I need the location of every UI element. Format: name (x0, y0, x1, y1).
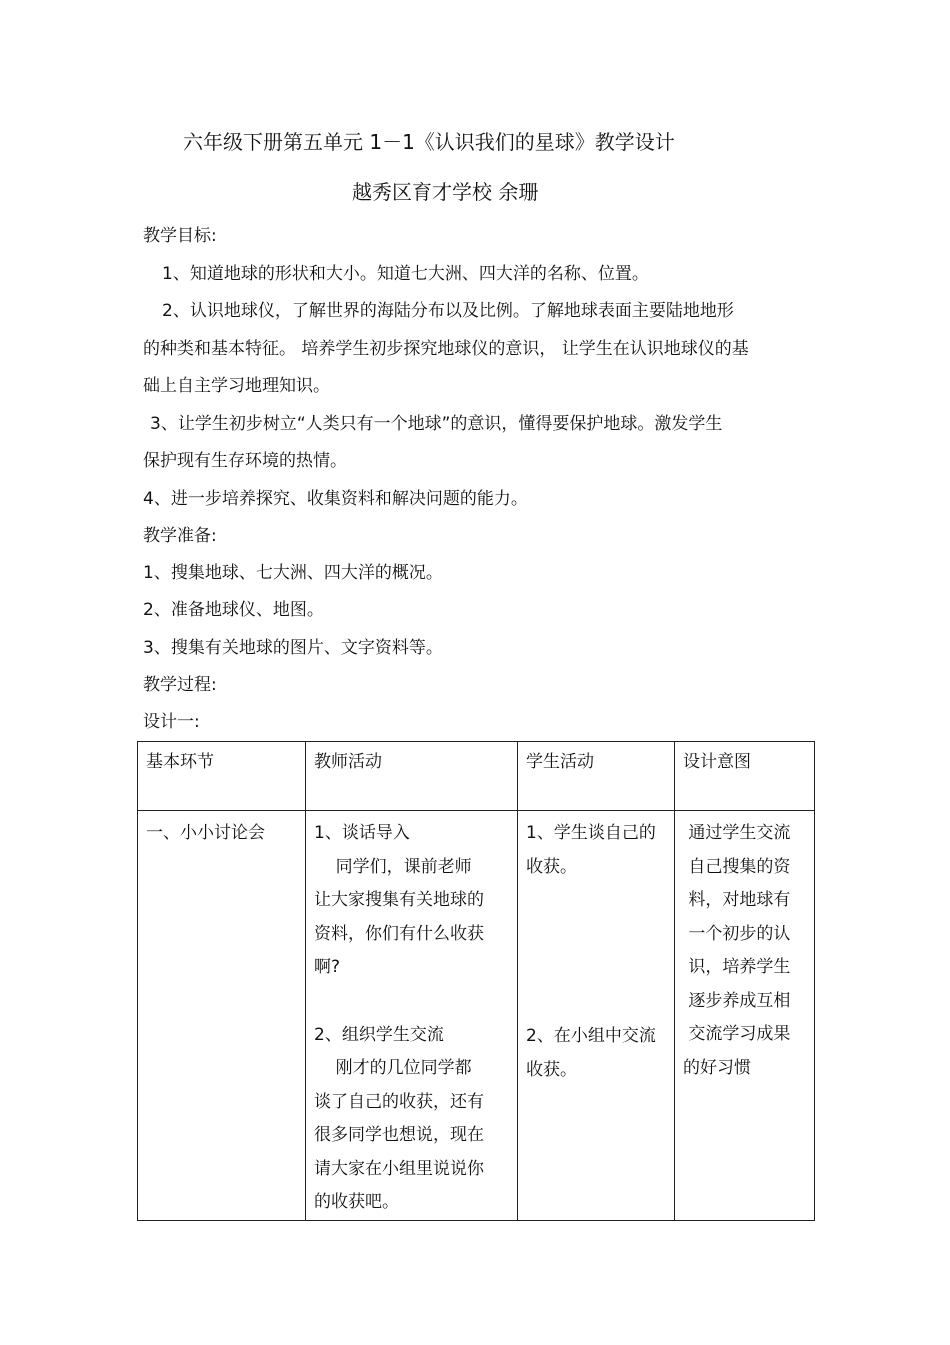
teacher-line: 很多同学也想说，现在 (314, 1125, 484, 1145)
teacher-line: 刚才的几位同学都 (314, 1058, 472, 1078)
teacher-line: 1、谈话导入 (314, 823, 410, 843)
cell-student-activity (518, 811, 675, 1221)
intent-line: 逐步养成互相 (683, 990, 791, 1011)
student-line: 收获。 (526, 1059, 577, 1080)
cell-teacher-activity (306, 811, 518, 1221)
teacher-line: 同学们，课前老师 (314, 856, 472, 877)
goal-2-line-3: 础上自主学习地理知识。 (143, 376, 330, 396)
table-header-row (138, 742, 815, 811)
process-heading: 教学过程: (143, 675, 217, 695)
table-row (138, 811, 815, 1221)
prep-2: 2、准备地球仪、地图。 (143, 600, 324, 620)
lesson-plan-table (137, 741, 815, 1221)
design-heading: 设计一: (143, 712, 200, 732)
prep-3: 3、搜集有关地球的图片、文字资料等。 (143, 638, 443, 658)
student-line: 1、学生谈自己的 (526, 823, 656, 843)
prep-1: 1、搜集地球、七大洲、四大洋的概况。 (143, 563, 443, 583)
goal-4: 4、进一步培养探究、收集资料和解决问题的能力。 (143, 489, 528, 509)
goal-2-line-2: 的种类和基本特征。 培养学生初步探究地球仪的意识， 让学生在认识地球仪的基 (143, 339, 749, 359)
intent-line: 料，对地球有 (683, 890, 791, 910)
teacher-line: 让大家搜集有关地球的 (314, 890, 484, 910)
goal-2-line-1: 2、认识地球仪，了解世界的海陆分布以及比例。了解地球表面主要陆地地形 (162, 301, 734, 321)
prep-heading: 教学准备: (143, 526, 217, 546)
header-stage: 基本环节 (138, 742, 306, 811)
goal-1: 1、知道地球的形状和大小。知道七大洲、四大洋的名称、位置。 (162, 264, 649, 284)
cell-design-intent (675, 811, 815, 1221)
intent-line: 的好习惯 (683, 1057, 751, 1078)
teacher-line: 资料，你们有什么收获 (314, 923, 484, 944)
teacher-line: 的收获吧。 (314, 1192, 399, 1212)
document-title: 六年级下册第五单元 1－1《认识我们的星球》教学设计 (183, 130, 675, 154)
goal-3-line-1: 3、让学生初步树立“人类只有一个地球”的意识，懂得要保护地球。激发学生 (150, 414, 723, 434)
teacher-line: 谈了自己的收获，还有 (314, 1091, 484, 1112)
teacher-line: 啊? (314, 957, 341, 977)
cell-stage (138, 811, 306, 1221)
student-line: 2、在小组中交流 (526, 1026, 656, 1046)
teacher-line: 请大家在小组里说说你 (314, 1158, 484, 1179)
intent-line: 交流学习成果 (683, 1024, 791, 1044)
header-teacher-activity: 教师活动 (306, 742, 518, 811)
student-line: 收获。 (526, 856, 577, 877)
header-design-intent: 设计意图 (675, 742, 815, 811)
goal-3-line-2: 保护现有生存环境的热情。 (143, 451, 347, 471)
goals-heading: 教学目标: (143, 226, 217, 246)
teacher-line: 2、组织学生交流 (314, 1024, 444, 1045)
document-author: 越秀区育才学校 余珊 (352, 180, 539, 204)
header-student-activity: 学生活动 (518, 742, 675, 811)
stage-text: 一、小小讨论会 (146, 823, 265, 843)
intent-line: 通过学生交流 (683, 823, 791, 843)
intent-line: 识，培养学生 (683, 957, 791, 977)
intent-line: 一个初步的认 (683, 923, 791, 944)
intent-line: 自己搜集的资 (683, 856, 791, 877)
